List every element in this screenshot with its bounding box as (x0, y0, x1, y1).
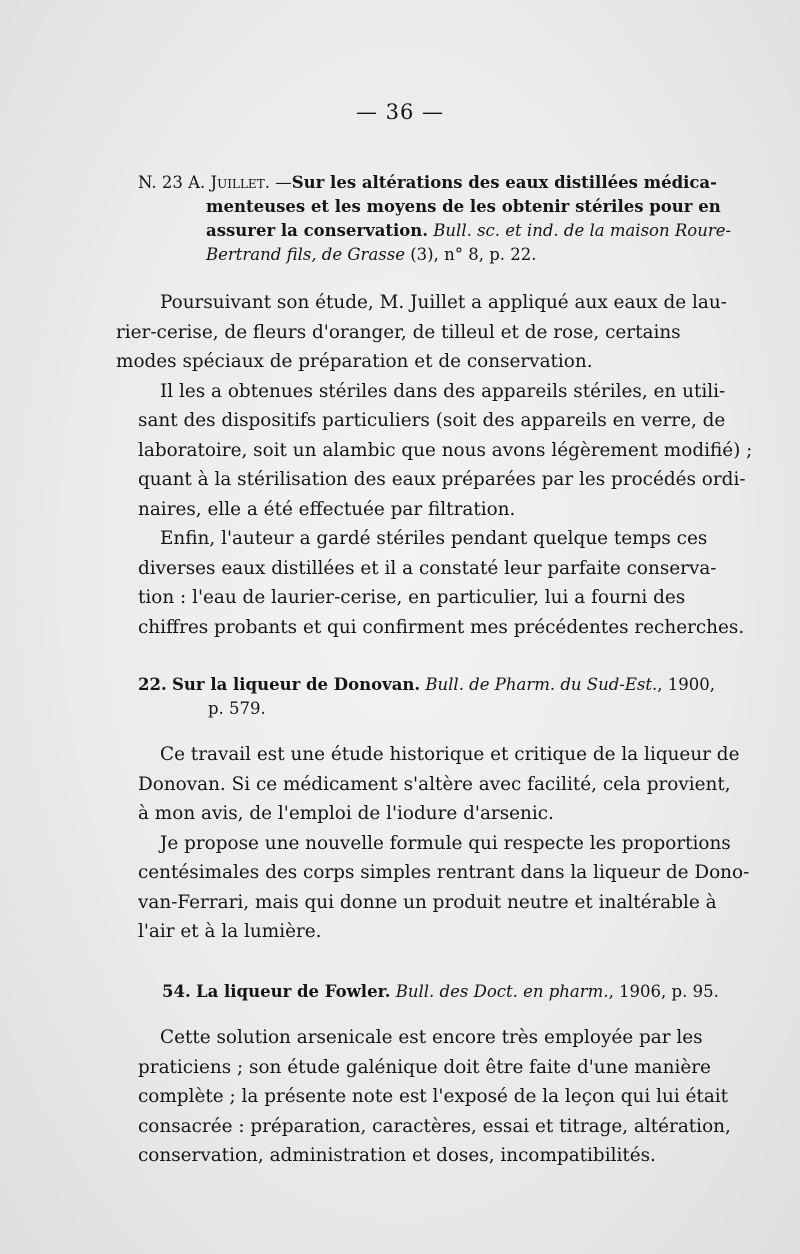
text-line: chiffres probants et qui confirment mes précédentes recherches. (138, 616, 745, 638)
entry-body-juillet (116, 288, 753, 642)
text-line: modes spéciaux de préparation et de conservation. (116, 351, 593, 372)
text-line: Ce travail est une étude historique et critique de la liqueur de (160, 744, 740, 765)
entry-source: Bull. de Pharm. du Sud-Est. (425, 675, 658, 694)
entry-source-detail: , 1906, p. 95. (608, 982, 719, 1001)
text-line: Il les a obtenues stériles dans des appareils stériles, en utili- (160, 380, 726, 402)
text-line: à mon avis, de l'emploi de l'iodure d'arsenic. (138, 803, 554, 824)
entry-number: N. 23 (138, 173, 183, 192)
entry-author: A. Juillet. (188, 173, 270, 192)
paragraph (116, 288, 750, 377)
entry-source: Bertrand fils, de Grasse (206, 245, 405, 264)
entry-title: Sur les altérations des eaux distillées médica- (291, 173, 717, 192)
entry-heading-donovan (138, 673, 750, 721)
page-number: — 36 — (355, 100, 445, 124)
text-line: laboratoire, soit un alambic que nous avons légèrement modifié) ; (138, 439, 753, 461)
paragraph (138, 740, 750, 829)
paragraph (138, 524, 750, 642)
entry-source: Bull. sc. et ind. de la maison Roure- (433, 221, 732, 240)
text-line: centésimales des corps simples rentrant dans la liqueur de Dono- (138, 862, 750, 883)
paragraph (138, 1023, 750, 1171)
text-line: conservation, administration et doses, incompatibilités. (138, 1145, 656, 1166)
entry-source-detail: (3), n° 8, p. 22. (404, 245, 537, 264)
entry-title: La liqueur de Fowler. (195, 982, 391, 1001)
text-line: Poursuivant son étude, M. Juillet a appliqué aux eaux de lau- (160, 292, 727, 313)
text-line: complète ; la présente note est l'exposé de la leçon qui lui était (138, 1086, 729, 1107)
text-line: sant des dispositifs particuliers (soit des appareils en verre, de (138, 410, 726, 431)
text-line: l'air et à la lumière. (138, 921, 322, 942)
paragraph (138, 377, 753, 525)
text-line: Enfin, l'auteur a gardé stériles pendant quelque temps ces (160, 528, 708, 549)
text-line: quant à la stérilisation des eaux préparées par les procédés ordi- (138, 469, 746, 490)
text-line: diverses eaux distillées et il a constaté leur parfaite conserva- (138, 557, 717, 579)
text-line: consacrée : préparation, caractères, essai et titrage, altération, (138, 1115, 731, 1137)
entry-body-donovan (138, 740, 750, 947)
entry-title: Sur la liqueur de Donovan. (171, 675, 421, 694)
entry-heading-fowler (162, 980, 774, 1004)
entry-source: Bull. des Doct. en pharm. (395, 982, 609, 1001)
entry-body-fowler (138, 1023, 750, 1171)
entry-title: assurer la conservation. (206, 221, 429, 240)
entry-source-detail: , 1900, (657, 675, 715, 694)
entry-title: menteuses et les moyens de les obtenir stériles pour en (206, 197, 721, 216)
text-line: naires, elle a été effectuée par filtration. (138, 498, 516, 520)
entry-number: 22. (138, 675, 167, 694)
text-line: van-Ferrari, mais qui donne un produit neutre et inaltérable à (138, 891, 717, 913)
text-line: Donovan. Si ce médicament s'altère avec facilité, cela provient, (138, 773, 731, 795)
text-line: Cette solution arsenicale est encore très employée par les (160, 1027, 703, 1048)
text-line: Je propose une nouvelle formule qui respecte les proportions (160, 832, 731, 854)
text-line: rier-cerise, de fleurs d'oranger, de tilleul et de rose, certains (116, 321, 681, 343)
entry-source-detail: p. 579. (208, 699, 266, 718)
entry-heading-line: N. 23 A. Juillet. —Sur les altérations des eaux distillées médica- (138, 173, 717, 192)
entry-heading-juillet (138, 171, 750, 267)
paragraph (138, 829, 750, 947)
entry-number: 54. (162, 982, 191, 1001)
text-line: tion : l'eau de laurier-cerise, en particulier, lui a fourni des (138, 587, 686, 608)
text-line: praticiens ; son étude galénique doit être faite d'une manière (138, 1056, 711, 1078)
